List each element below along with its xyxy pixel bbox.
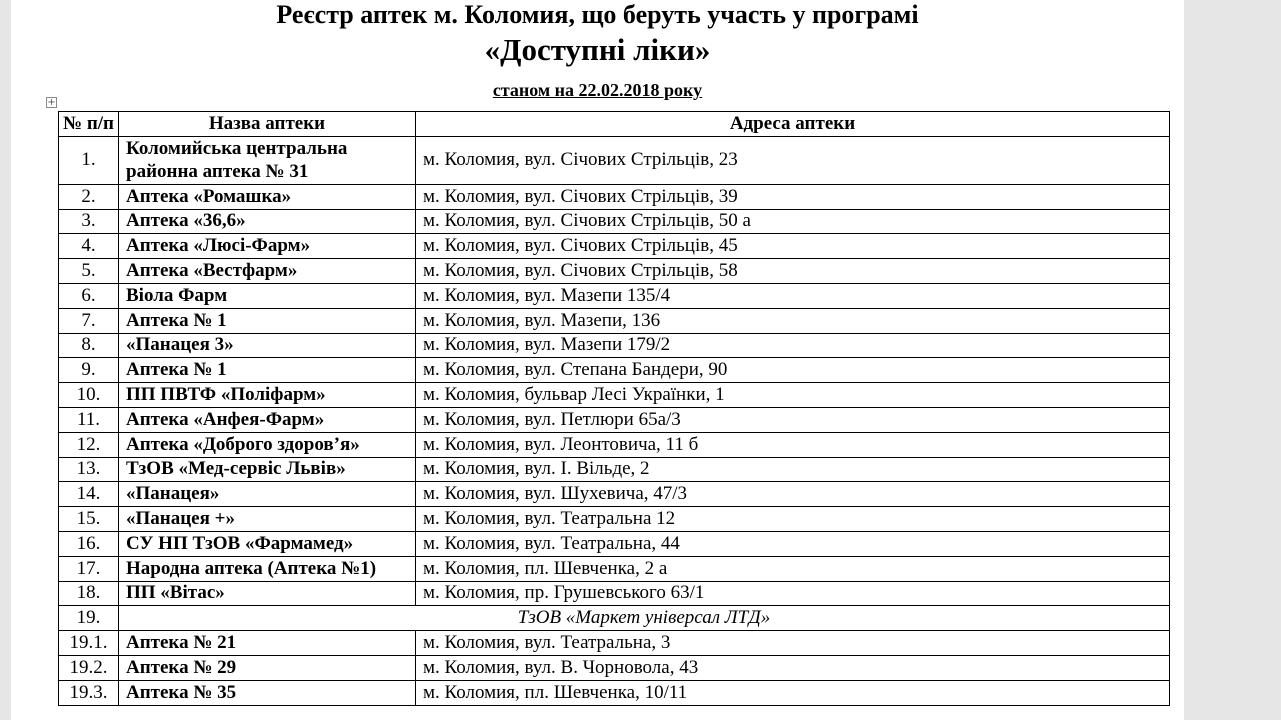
pharmacy-address: м. Коломия, вул. Степана Бандери, 90 xyxy=(416,358,1170,383)
row-number: 11. xyxy=(59,407,119,432)
pharmacy-name: Аптека «Анфея-Фарм» xyxy=(119,407,416,432)
pharmacy-address: м. Коломия, вул. Січових Стрільців, 45 xyxy=(416,234,1170,259)
table-row xyxy=(59,482,1170,507)
table-row xyxy=(59,531,1170,556)
pharmacy-table xyxy=(58,111,1170,706)
pharmacy-name: Аптека № 21 xyxy=(119,631,416,656)
pharmacy-name: ПП «Вітас» xyxy=(119,581,416,606)
pharmacy-name: Коломийська центральна районна аптека № 31 xyxy=(119,136,416,184)
pharmacy-address: м. Коломия, вул. Січових Стрільців, 58 xyxy=(416,259,1170,284)
table-row xyxy=(59,136,1170,184)
row-number: 3. xyxy=(59,209,119,234)
table-row xyxy=(59,308,1170,333)
pharmacy-name: Аптека № 1 xyxy=(119,358,416,383)
table-move-handle-icon[interactable]: + xyxy=(47,97,56,108)
pharmacy-address: м. Коломия, вул. В. Чорновола, 43 xyxy=(416,655,1170,680)
pharmacy-address: м. Коломия, вул. Січових Стрільців, 23 xyxy=(416,136,1170,184)
document-title: Реєстр аптек м. Коломия, що беруть участь у програмі xyxy=(276,0,919,29)
table-row xyxy=(59,209,1170,234)
pharmacy-name: ТзОВ «Мед-сервіс Львів» xyxy=(119,457,416,482)
table-row xyxy=(59,655,1170,680)
document-page xyxy=(11,0,1184,720)
pharmacy-name: Аптека «Вестфарм» xyxy=(119,259,416,284)
row-number: 9. xyxy=(59,358,119,383)
table-row xyxy=(59,680,1170,705)
pharmacy-address: м. Коломия, пр. Грушевського 63/1 xyxy=(416,581,1170,606)
table-row xyxy=(59,556,1170,581)
pharmacy-address: м. Коломия, вул. Мазепи 179/2 xyxy=(416,333,1170,358)
header-name: Назва аптеки xyxy=(119,112,416,137)
pharmacy-address: м. Коломия, вул. Театральна 12 xyxy=(416,507,1170,532)
row-number: 19.3. xyxy=(59,680,119,705)
table-row xyxy=(59,631,1170,656)
table-row xyxy=(59,457,1170,482)
table-row xyxy=(59,407,1170,432)
pharmacy-name: Віола Фарм xyxy=(119,283,416,308)
pharmacy-address: м. Коломия, пл. Шевченка, 10/11 xyxy=(416,680,1170,705)
row-number: 17. xyxy=(59,556,119,581)
table-row xyxy=(59,383,1170,408)
row-number: 7. xyxy=(59,308,119,333)
pharmacy-name: СУ НП ТзОВ «Фармамед» xyxy=(119,531,416,556)
row-number: 16. xyxy=(59,531,119,556)
pharmacy-address: м. Коломия, вул. Мазепи, 136 xyxy=(416,308,1170,333)
header-number: № п/п xyxy=(59,112,119,137)
table-row xyxy=(59,259,1170,284)
row-number: 5. xyxy=(59,259,119,284)
row-number: 18. xyxy=(59,581,119,606)
pharmacy-name: Аптека № 1 xyxy=(119,308,416,333)
table-header-row xyxy=(59,112,1170,137)
table-row xyxy=(59,333,1170,358)
pharmacy-address: м. Коломия, вул. Театральна, 3 xyxy=(416,631,1170,656)
pharmacy-address: м. Коломия, вул. Січових Стрільців, 39 xyxy=(416,184,1170,209)
date-subtitle: станом на 22.02.2018 року xyxy=(492,80,703,100)
row-number: 1. xyxy=(59,136,119,184)
pharmacy-address: м. Коломия, вул. Петлюри 65а/3 xyxy=(416,407,1170,432)
pharmacy-name: «Панацея» xyxy=(119,482,416,507)
row-number: 15. xyxy=(59,507,119,532)
row-number: 19. xyxy=(59,606,119,631)
row-number: 8. xyxy=(59,333,119,358)
table-row xyxy=(59,432,1170,457)
program-title: «Доступні ліки» xyxy=(484,32,711,67)
pharmacy-name: Аптека «36,6» xyxy=(119,209,416,234)
pharmacy-address: м. Коломия, пл. Шевченка, 2 а xyxy=(416,556,1170,581)
pharmacy-name: ПП ПВТФ «Поліфарм» xyxy=(119,383,416,408)
pharmacy-address: м. Коломия, вул. Леонтовича, 11 б xyxy=(416,432,1170,457)
row-number: 6. xyxy=(59,283,119,308)
row-number: 2. xyxy=(59,184,119,209)
table-row xyxy=(59,358,1170,383)
pharmacy-name: Аптека «Доброго здоров’я» xyxy=(119,432,416,457)
row-number: 4. xyxy=(59,234,119,259)
pharmacy-address: м. Коломия, вул. І. Вільде, 2 xyxy=(416,457,1170,482)
row-number: 13. xyxy=(59,457,119,482)
pharmacy-name: «Панацея 3» xyxy=(119,333,416,358)
pharmacy-name: Аптека «Ромашка» xyxy=(119,184,416,209)
pharmacy-address: м. Коломия, вул. Січових Стрільців, 50 а xyxy=(416,209,1170,234)
pharmacy-name: Народна аптека (Аптека №1) xyxy=(119,556,416,581)
table-row xyxy=(59,581,1170,606)
pharmacy-address: м. Коломия, вул. Шухевича, 47/3 xyxy=(416,482,1170,507)
row-number: 12. xyxy=(59,432,119,457)
table-row xyxy=(59,283,1170,308)
pharmacy-address: м. Коломия, бульвар Лесі Українки, 1 xyxy=(416,383,1170,408)
table-row xyxy=(59,507,1170,532)
pharmacy-name: Аптека «Люсі-Фарм» xyxy=(119,234,416,259)
pharmacy-address: м. Коломия, вул. Театральна, 44 xyxy=(416,531,1170,556)
group-row xyxy=(59,606,1170,631)
scrollbar-track[interactable] xyxy=(1184,0,1281,720)
row-number: 10. xyxy=(59,383,119,408)
pharmacy-name: Аптека № 35 xyxy=(119,680,416,705)
header-address: Адреса аптеки xyxy=(416,112,1170,137)
pharmacy-name: Аптека № 29 xyxy=(119,655,416,680)
pharmacy-address: м. Коломия, вул. Мазепи 135/4 xyxy=(416,283,1170,308)
table-row xyxy=(59,234,1170,259)
table-row xyxy=(59,184,1170,209)
pharmacy-name: «Панацея +» xyxy=(119,507,416,532)
group-name: ТзОВ «Маркет універсал ЛТД» xyxy=(119,606,1170,631)
row-number: 19.1. xyxy=(59,631,119,656)
row-number: 14. xyxy=(59,482,119,507)
row-number: 19.2. xyxy=(59,655,119,680)
